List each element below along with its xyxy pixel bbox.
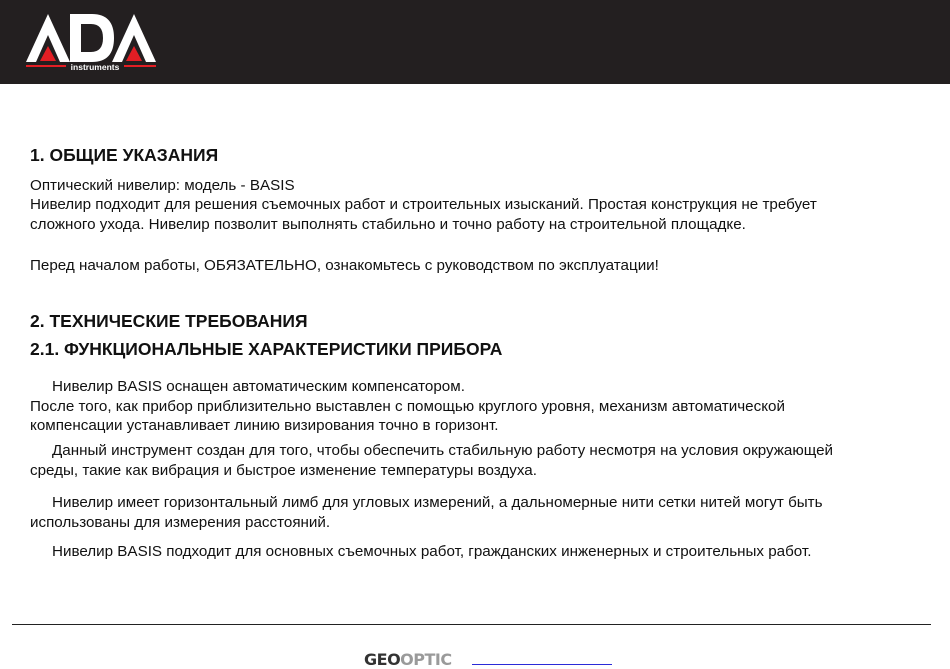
section-1-line-1: Оптический нивелир: модель - BASIS: [30, 177, 295, 194]
section-1-warning: Перед началом работы, ОБЯЗАТЕЛЬНО, ознакомьтесь с руководством по эксплуатации!: [30, 257, 659, 274]
ada-logo-graphic: [24, 10, 160, 78]
paragraph-3-line-1: Нивелир имеет горизонтальный лимб для угловых измерений, а дальномерные нити сетки нитей могут быть: [52, 494, 823, 511]
paragraph-3-line-2: использованы для измерения расстояний.: [30, 514, 331, 531]
paragraph-1-line-1: Нивелир BASIS оснащен автоматическим компенсатором.: [52, 378, 465, 395]
section-2-title: 2. ТЕХНИЧЕСКИЕ ТРЕБОВАНИЯ: [30, 311, 308, 331]
logo-subtext: instruments: [70, 62, 120, 72]
logo-red-triangle-left: [40, 46, 56, 61]
logo-red-line-left: [26, 65, 66, 67]
section-1-line-2: Нивелир подходит для решения съемочных работ и строительных изысканий. Простая конструкция не требует: [30, 196, 817, 213]
section-1-title: 1. ОБЩИЕ УКАЗАНИЯ: [30, 145, 219, 165]
footer-divider: [12, 624, 931, 625]
footer-link-underline[interactable]: [472, 664, 612, 665]
section-1-line-3: сложного ухода. Нивелир позволит выполнять стабильно и точно работу на строительной площадке.: [30, 216, 746, 233]
geooptic-logo: [364, 650, 452, 669]
header-band: [0, 0, 950, 84]
paragraph-1-line-2: После того, как прибор приблизительно выставлен с помощью круглого уровня, механизм автоматической: [30, 398, 785, 415]
logo-letter-d: [70, 14, 114, 62]
paragraph-2-line-1: Данный инструмент создан для того, чтобы обеспечить стабильную работу несмотря на условия окружающей: [52, 442, 834, 459]
section-2-subtitle: 2.1. ФУНКЦИОНАЛЬНЫЕ ХАРАКТЕРИСТИКИ ПРИБОРА: [30, 339, 503, 359]
logo-red-triangle-right: [126, 46, 142, 61]
logo-red-line-right: [124, 65, 156, 67]
paragraph-4-line-1: Нивелир BASIS подходит для основных съемочных работ, гражданских инженерных и строительных работ.: [52, 543, 812, 560]
paragraph-1-line-3: компенсации устанавливает линию визирования точно в горизонт.: [30, 417, 499, 434]
ada-instruments-logo: [24, 10, 160, 78]
geooptic-logo-part1: GEO: [364, 650, 401, 669]
geooptic-logo-part2: OPTIC: [400, 650, 452, 669]
paragraph-2-line-2: среды, такие как вибрация и быстрое изменение температуры воздуха.: [30, 462, 537, 479]
